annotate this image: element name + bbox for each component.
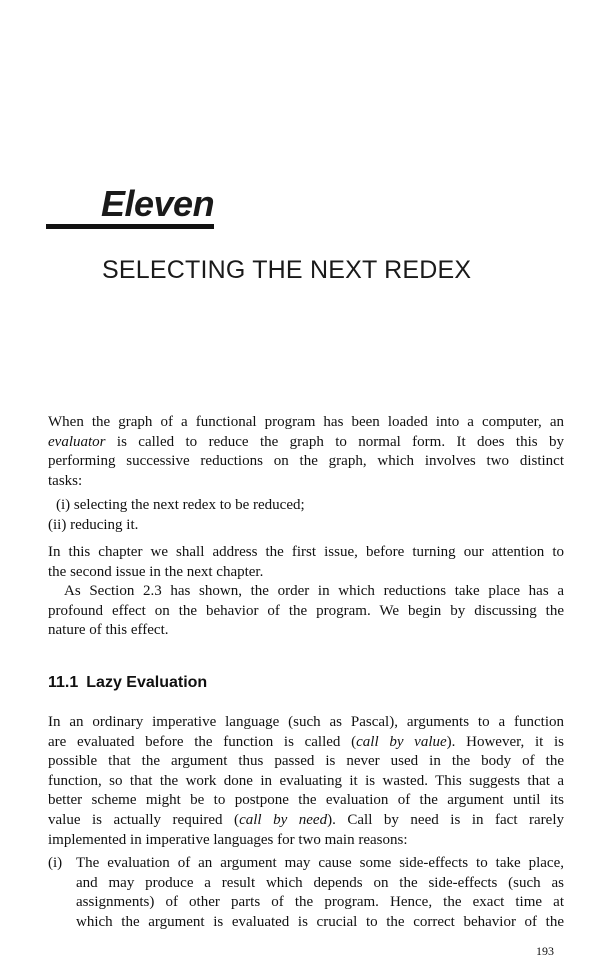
para2-line-2: the second issue in the next chapter. [48,563,264,580]
paragraph-call-by-need [48,713,564,850]
intro-line-2-rest: is called to reduce the graph to normal form. It does this by [105,433,564,450]
paragraph-chapter-scope [48,543,564,582]
task-item-2 [48,516,138,536]
intro-term-evaluator: evaluator [48,433,106,450]
task-item-1 [48,496,305,516]
para4-line-2 [48,733,564,753]
para4-line-2-post: ). However, it is [446,733,564,750]
para4-line-6-pre: value is actually required ( [48,811,240,828]
reason1-line-3: assignments) of other parts of the program. Hence, the exact time at [76,894,564,911]
para3-line-2: profound effect on the behavior of the program. We begin by discussing the [48,602,564,619]
para4-line-6 [48,811,564,831]
intro-line-3: performing successive reductions on the graph, which involves two distinct [48,453,564,470]
para2-line-1: In this chapter we shall address the first issue, before turning our attention to [48,544,564,560]
paragraph-section-reference [48,582,564,641]
intro-line-4: tasks: [48,472,83,489]
page-number: 193 [536,944,554,958]
task-item-1-text: selecting the next redex to be reduced; [73,497,305,513]
para4-line-3: possible that the argument thus passed is never used in the body of the [48,753,564,770]
reason1-line-1: The evaluation of an argument may cause some side-effects to take place, [76,855,564,871]
reason-item-1-label: (i) [48,855,63,871]
para4-line-4: function, so that the work done in evaluating it is wasted. This suggests that a [48,772,564,789]
chapter-title: SELECTING THE NEXT REDEX [102,256,472,284]
task-item-1-label: (i) [56,497,71,513]
chapter-rule [46,224,214,229]
term-call-by-value: call by value [356,733,447,750]
reason1-line-4: which the argument is evaluated is crucial to the correct behavior of the [76,913,564,930]
para4-line-7: implemented in imperative languages for two main reasons: [48,831,408,848]
reason-item-1-body [76,854,564,932]
para4-line-2-pre: are evaluated before the function is called ( [48,733,357,750]
intro-line-1: When the graph of a functional program has been loaded into a computer, an [48,414,564,430]
reason-item-1 [48,854,564,932]
para4-line-1: In an ordinary imperative language (such as Pascal), arguments to a function [48,714,564,730]
para3-line-1: As Section 2.3 has shown, the order in which reductions take place has a [64,583,564,599]
section-heading [48,672,207,694]
intro-paragraph [48,413,564,491]
para4-line-6-post: ). Call by need is in fact rarely [327,811,564,828]
term-call-by-need: call by need [239,811,328,828]
para4-line-5: better scheme might be to postpone the evaluation of the argument until its [48,792,564,809]
chapter-number-word: Eleven [101,183,215,224]
reason1-line-2: and may produce a result which depends on the side-effects (such as [76,874,564,891]
section-title: Lazy Evaluation [86,674,208,691]
intro-line-2 [48,433,564,453]
task-item-2-label: (ii) [48,517,67,533]
para3-line-3: nature of this effect. [48,622,169,639]
section-number: 11.1 [48,674,79,691]
task-item-2-text: reducing it. [70,517,139,533]
